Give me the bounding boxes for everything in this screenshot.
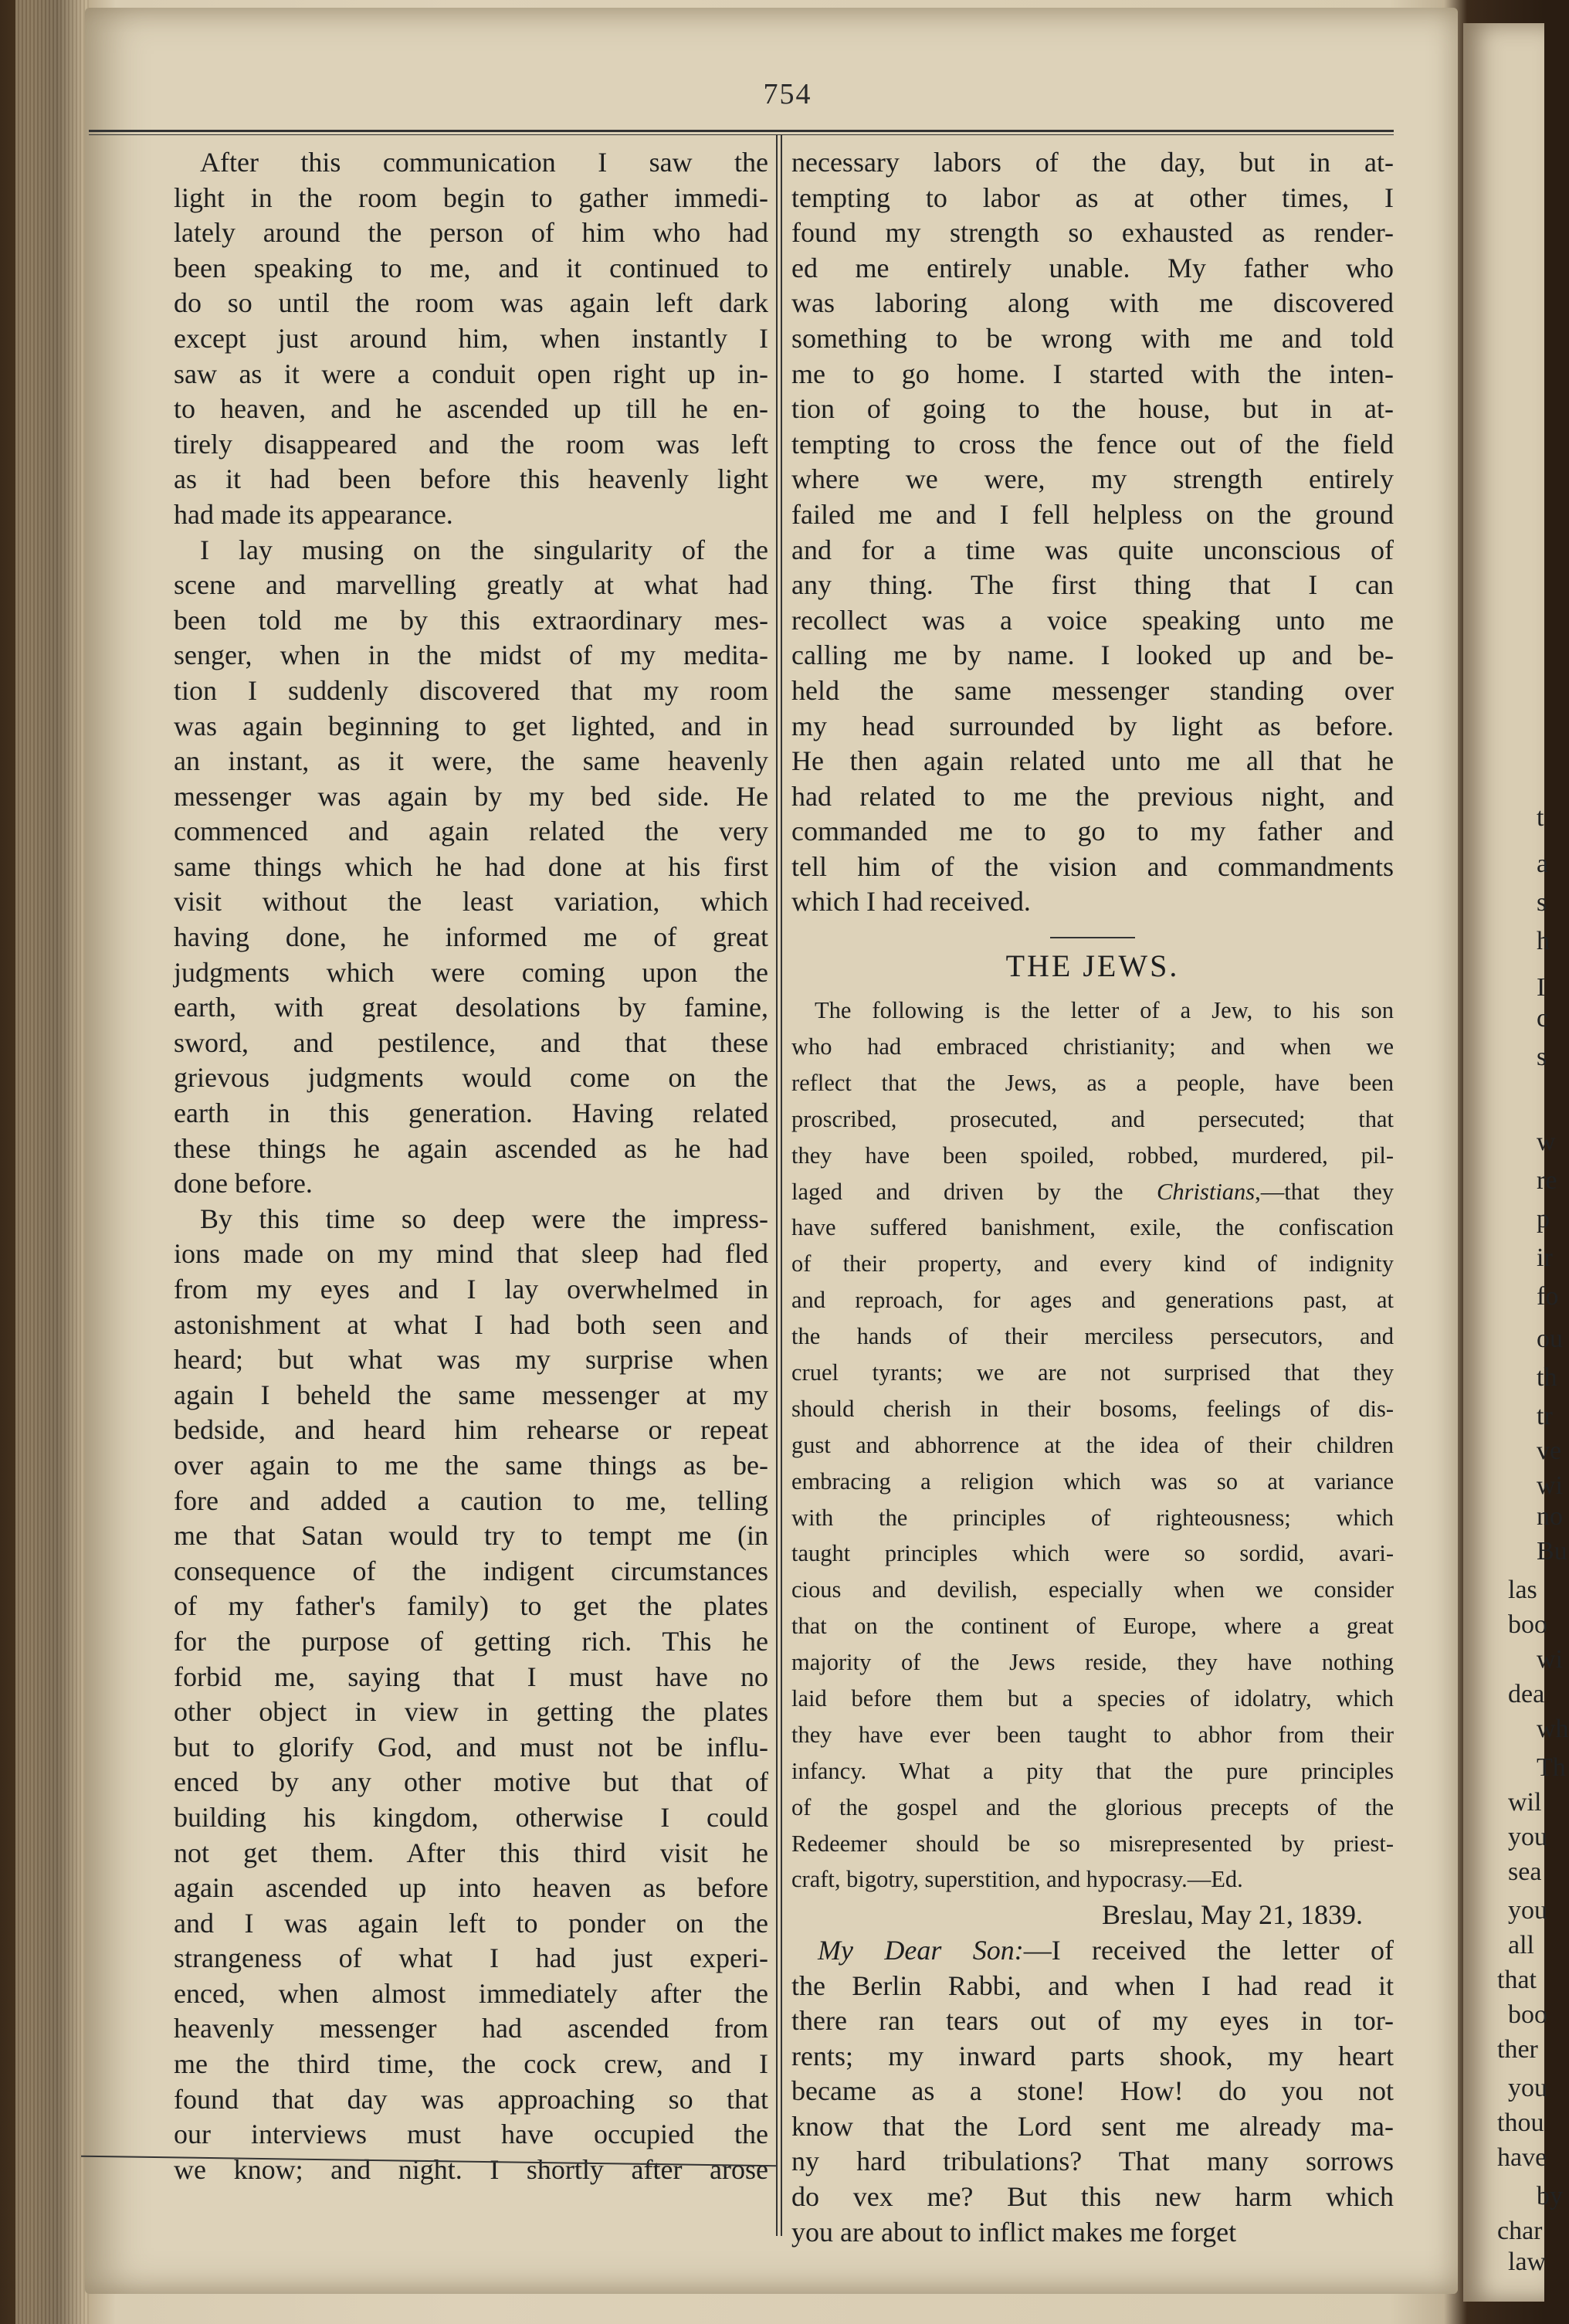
letter-line: became as a stone! How! do you not [791, 2075, 1394, 2107]
adjacent-page-fragment: t [1537, 803, 1544, 832]
text-line: me to go home. I started with the inten- [791, 358, 1394, 389]
text-line: ed me entirely unable. My father who [791, 252, 1394, 283]
text-line: necessary labors of the day, but in at- [791, 147, 1394, 178]
intro-line: taught principles which were so sordid, avari- [791, 1540, 1394, 1567]
intro-line: proscribed, prosecuted, and persecuted; that [791, 1105, 1394, 1132]
adjacent-page-fragment: w [1537, 1128, 1556, 1156]
text-line: me the third time, the cock crew, and I [174, 2048, 768, 2080]
adjacent-page-fragment: tr [1537, 1402, 1553, 1430]
adjacent-page-fragment: re [1537, 1166, 1557, 1195]
adjacent-page-fragment: wil [1508, 1788, 1542, 1817]
text-line: strangeness of what I had just experi- [174, 1942, 768, 1974]
column-divider [776, 135, 782, 2236]
text-line: but to glorify God, and must not be influ- [174, 1731, 768, 1763]
text-line: tion I suddenly discovered that my room [174, 674, 768, 706]
text-line: recollect was a voice speaking unto me [791, 604, 1394, 636]
adjacent-page-fragment: you [1508, 1823, 1547, 1851]
text-line: been speaking to me, and it continued to [174, 252, 768, 283]
text-line: same things which he had done at his first [174, 850, 768, 882]
letter-line: My Dear Son:—I received the letter of [818, 1934, 1394, 1966]
text-line: any thing. The first thing that I can [791, 569, 1394, 601]
text-line: and I was again left to ponder on the [174, 1907, 768, 1939]
text-line: other object in view in getting the plates [174, 1696, 768, 1728]
text-line: done before. [174, 1168, 313, 1199]
adjacent-page-fragment: wh [1537, 1715, 1569, 1743]
text-line: After this communication I saw the [200, 147, 768, 178]
article-title: THE JEWS. [1005, 948, 1180, 984]
text-line: except just around him, when instantly I [174, 322, 768, 354]
text-line: building his kingdom, otherwise I could [174, 1801, 768, 1833]
letter-line: know that the Lord sent me already ma- [791, 2110, 1394, 2142]
intro-line: craft, bigotry, superstition, and hypocrasy.—Ed. [791, 1866, 1243, 1893]
adjacent-page-fragment: law [1508, 2248, 1547, 2276]
letter-line: do vex me? But this new harm which [791, 2181, 1394, 2213]
narrative-continuation [791, 145, 1394, 920]
adjacent-page-fragment: a [1537, 850, 1549, 878]
intro-line: they have ever been taught to abhor from their [791, 1721, 1394, 1748]
text-line: visit without the least variation, which [174, 886, 768, 918]
adjacent-page-fragment: you [1508, 2074, 1547, 2102]
adjacent-page-fragment: ir [1537, 1243, 1553, 1272]
adjacent-page-fragment: all [1508, 1931, 1534, 1959]
text-line: bedside, and heard him rehearse or repeat [174, 1414, 768, 1446]
letter-body [791, 1933, 1394, 2250]
text-line: of my father's family) to get the plates [174, 1590, 768, 1622]
intro-line: laged and driven by the Christians,—that they [791, 1178, 1394, 1205]
letter-line: you are about to inflict makes me forget [791, 2216, 1237, 2248]
adjacent-page-fragment: s [1537, 1043, 1547, 1071]
text-line: sword, and pestilence, and that these [174, 1026, 768, 1058]
adjacent-page-fragment: have [1497, 2143, 1547, 2172]
letter-line: ny hard tribulations? That many sorrows [791, 2146, 1394, 2177]
adjacent-page-fragment: char [1497, 2217, 1543, 2245]
salutation: My Dear Son: [818, 1934, 1024, 1966]
text-line: ions made on my mind that sleep had fled [174, 1238, 768, 1270]
text-line: again ascended up into heaven as before [174, 1872, 768, 1904]
letter-dateline: Breslau, May 21, 1839. [1102, 1899, 1363, 1931]
adjacent-page-fragment: th [1537, 1363, 1557, 1392]
text-line: lately around the person of him who had [174, 217, 768, 249]
header-rule [89, 130, 1394, 135]
text-line: consequence of the indigent circumstances [174, 1555, 768, 1586]
intro-line: embracing a religion which was so at variance [791, 1467, 1394, 1494]
right-column [791, 145, 1394, 2250]
text-line: tirely disappeared and the room was left [174, 428, 768, 460]
adjacent-page-fragment: fo [1537, 1282, 1559, 1311]
adjacent-page-fragment: boo [1508, 1610, 1547, 1639]
text-line: again I beheld the same messenger at my [174, 1379, 768, 1410]
text-line: our interviews must have occupied the [174, 2119, 768, 2150]
intro-line: that on the continent of Europe, where a great [791, 1613, 1394, 1640]
section-separator [1050, 937, 1135, 938]
text-line: commenced and again related the very [174, 816, 768, 847]
text-line: By this time so deep were the impress- [200, 1203, 768, 1234]
intro-line: infancy. What a pity that the pure principles [791, 1757, 1394, 1784]
left-column [174, 145, 768, 2187]
text-line: heavenly messenger had ascended from [174, 2013, 768, 2044]
text-line: me that Satan would try to tempt me (in [174, 1520, 768, 1552]
text-line: fore and added a caution to me, telling [174, 1484, 768, 1516]
letter-line: there ran tears out of my eyes in tor- [791, 2005, 1394, 2037]
intro-line: The following is the letter of a Jew, to his son [815, 997, 1394, 1024]
text-line: was laboring along with me discovered [791, 287, 1394, 319]
text-line: heard; but what was my surprise when [174, 1344, 768, 1376]
text-line: over again to me the same things as be- [174, 1449, 768, 1481]
intro-line: of their property, and every kind of indignity [791, 1250, 1394, 1277]
intro-line: of the gospel and the glorious precepts of the [791, 1793, 1394, 1820]
text-line: been told me by this extraordinary mes- [174, 604, 768, 636]
text-line: where we were, my strength entirely [791, 463, 1394, 495]
intro-line: should cherish in their bosoms, feelings of dis- [791, 1395, 1394, 1422]
adjacent-page-fragment: c [1537, 1004, 1549, 1033]
text-line: having done, he informed me of great [174, 921, 768, 953]
adjacent-page-fragment: no [1537, 1502, 1563, 1531]
text-line: which I had received. [791, 886, 1031, 918]
text-line: found my strength so exhausted as render- [791, 217, 1394, 249]
text-line: do so until the room was again left dark [174, 287, 768, 319]
adjacent-page-fragment: sea [1508, 1858, 1542, 1886]
text-line: tempting to labor as at other times, I [791, 182, 1394, 213]
text-line: to heaven, and he ascended up till he en- [174, 393, 768, 425]
text-line: tell him of the vision and commandments [791, 850, 1394, 882]
text-line: astonishment at what I had both seen and [174, 1308, 768, 1340]
intro-line: laid before them but a species of idolatry, which [791, 1684, 1394, 1712]
text-line: we know; and night. I shortly after arose [174, 2153, 768, 2185]
text-line: had made its appearance. [174, 498, 453, 530]
intro-line: gust and abhorrence at the idea of their children [791, 1431, 1394, 1458]
text-line: commanded me to go to my father and [791, 816, 1394, 847]
text-line: from my eyes and I lay overwhelmed in [174, 1274, 768, 1304]
text-line: light in the room begin to gather immedi- [174, 182, 768, 213]
intro-line: cruel tyrants; we are not surprised that they [791, 1359, 1394, 1386]
text-line: He then again related unto me all that he [791, 745, 1394, 777]
text-line: was again beginning to get lighted, and in [174, 710, 768, 741]
text-line: saw as it were a conduit open right up in- [174, 358, 768, 389]
intro-line: reflect that the Jews, as a people, have been [791, 1069, 1394, 1096]
adjacent-page-fragment: boo [1508, 2000, 1547, 2029]
adjacent-page-fragment: you [1508, 1896, 1547, 1925]
text-line: tion of going to the house, but in at- [791, 393, 1394, 425]
text-line: an instant, as it were, the same heavenly [174, 745, 768, 777]
text-line: messenger was again by my bed side. He [174, 780, 768, 812]
intro-line: majority of the Jews reside, they have nothing [791, 1649, 1394, 1676]
adjacent-page-fragment: Th [1537, 1753, 1566, 1782]
text-line: and for a time was quite unconscious of [791, 534, 1394, 565]
adjacent-page-fragment: that [1497, 1966, 1537, 1994]
text-line: enced by any other motive but that of [174, 1766, 768, 1798]
page-number: 754 [763, 78, 812, 110]
intro-line: they have been spoiled, robbed, murdered, pil- [791, 1142, 1394, 1169]
text-line: held the same messenger standing over [791, 674, 1394, 706]
adjacent-page-fragment: ou [1537, 1325, 1563, 1353]
adjacent-page-fragment: dea [1508, 1680, 1545, 1708]
text-line: scene and marvelling greatly at what had [174, 569, 768, 601]
page-edges [15, 0, 89, 2324]
editor-introduction [791, 992, 1394, 1898]
text-line: my head surrounded by light as before. [791, 710, 1394, 741]
adjacent-page-fragment: wi [1537, 1645, 1563, 1674]
adjacent-page-fragment: ve [1537, 1437, 1562, 1465]
text-line: earth, with great desolations by famine, [174, 992, 768, 1023]
adjacent-page-fragment: las [1508, 1576, 1537, 1604]
text-line: senger, when in the midst of my medita- [174, 640, 768, 671]
intro-line: the hands of their merciless persecutors, and [791, 1323, 1394, 1350]
intro-line: cious and devilish, especially when we consider [791, 1576, 1394, 1603]
adjacent-page-fragment: I [1537, 973, 1546, 1002]
text-line: earth in this generation. Having related [174, 1098, 768, 1129]
text-line: not get them. After this third visit he [174, 1837, 768, 1868]
text-line: forbid me, saying that I must have no [174, 1661, 768, 1692]
letter-line: rents; my inward parts shook, my heart [791, 2040, 1394, 2071]
adjacent-page-fragment: by [1537, 2182, 1563, 2210]
italic-word: Christians [1157, 1178, 1256, 1205]
adjacent-page-fragment: p [1537, 1205, 1550, 1233]
adjacent-page-fragment: h [1537, 927, 1550, 955]
text-line: judgments which were coming upon the [174, 956, 768, 988]
adjacent-page-fragment: wi [1537, 1471, 1563, 1500]
text-line: found that day was approaching so that [174, 2083, 768, 2115]
text-line: these things he again ascended as he had [174, 1132, 768, 1164]
adjacent-page-fragment: thou [1497, 2109, 1544, 2137]
intro-line: and reproach, for ages and generations past, at [791, 1287, 1394, 1314]
adjacent-page-fragment: s [1537, 888, 1547, 917]
adjacent-page-fragment: ther [1497, 2035, 1538, 2064]
text-line: enced, when almost immediately after the [174, 1977, 768, 2009]
text-line: I lay musing on the singularity of the [200, 534, 768, 565]
intro-line: have suffered banishment, exile, the confiscation [791, 1214, 1394, 1241]
text-line: for the purpose of getting rich. This he [174, 1625, 768, 1657]
text-line: as it had been before this heavenly light [174, 463, 768, 495]
text-line: grievous judgments would come on the [174, 1062, 768, 1094]
text-line: failed me and I fell helpless on the ground [791, 498, 1394, 530]
text-line: calling me by name. I looked up and be- [791, 640, 1394, 671]
text-line: had related to me the previous night, and [791, 780, 1394, 812]
intro-line: Redeemer should be so misrepresented by priest- [791, 1830, 1394, 1857]
text-line: tempting to cross the fence out of the field [791, 428, 1394, 460]
adjacent-page-edge [1463, 23, 1569, 2302]
letter-line: the Berlin Rabbi, and when I had read it [791, 1969, 1394, 2001]
text-line: something to be wrong with me and told [791, 322, 1394, 354]
intro-line: with the principles of righteousness; which [791, 1504, 1394, 1531]
adjacent-page-fragment: Bu [1537, 1537, 1567, 1566]
intro-line: who had embraced christianity; and when we [791, 1033, 1394, 1060]
